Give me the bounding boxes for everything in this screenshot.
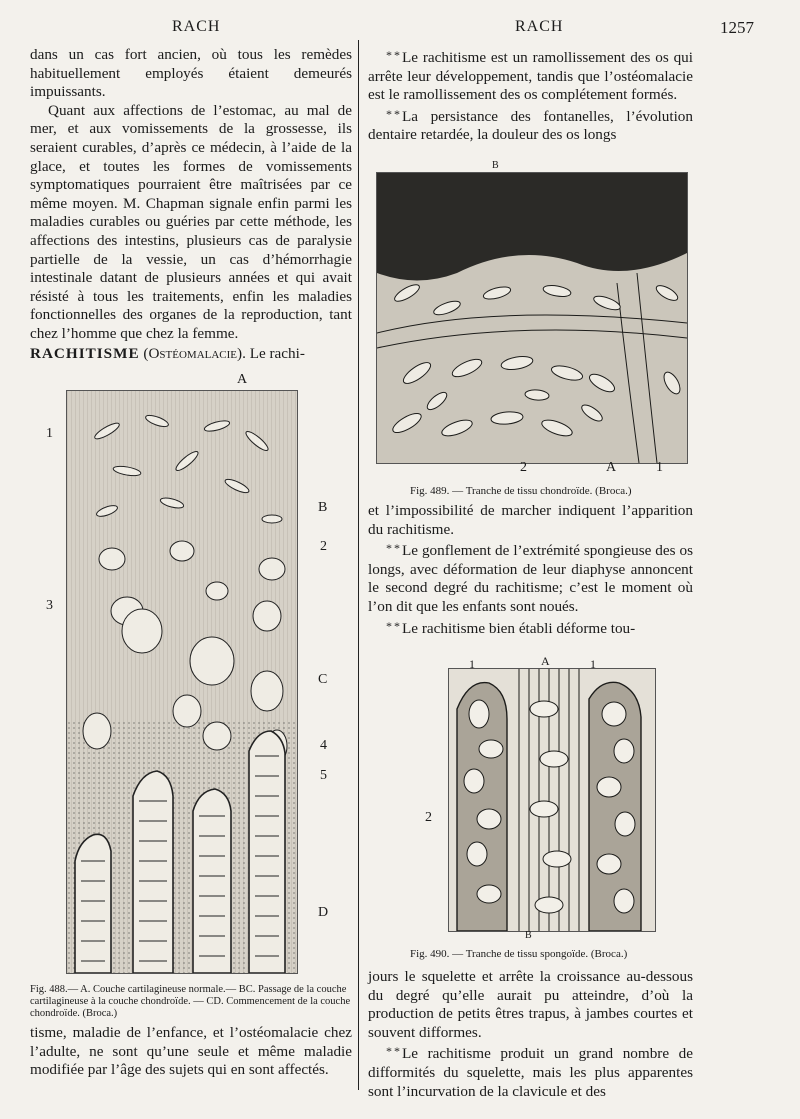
running-head-left: RACH — [172, 18, 221, 35]
figure-488-illustration — [66, 390, 298, 974]
figure-488-label-1: 1 — [46, 426, 53, 441]
figure-490-label-1-right: 1 — [590, 657, 596, 671]
paragraph: * * La persistance des fontanelles, l’évolution dentaire retardée, la douleur des os longs — [368, 106, 693, 144]
figure-490-caption: Fig. 490. — Tranche de tissu spongoïde. (Broca.) — [410, 948, 628, 960]
figure-488-label-b: B — [318, 500, 328, 515]
figure-490-label-b: B — [525, 930, 532, 941]
page-number: 1257 — [720, 18, 754, 37]
figure-490-label-1-left: 1 — [469, 657, 475, 671]
figure-488-caption: Fig. 488.— A. Couche cartilagineuse normale.— BC. Passage de la couche cartilagineuse à la couche chondroïde. — CD. Commencement de la couche chondroïde. (Broca.) — [30, 984, 351, 1019]
paragraph: dans un cas fort ancien, où tous les remèdes habituellement employés étaient demeurés impuissants. — [30, 46, 352, 101]
figure-488-label-2: 2 — [320, 539, 327, 554]
paragraph: jours le squelette et arrête la croissance au-dessous du degré qu’elle aurait pu atteindre, d’où la production de petits êtres trapus, à jambes courtes et souvent difformes. — [368, 968, 693, 1041]
paragraph: et l’impossibilité de marcher indiquent l’apparition du rachitisme. — [368, 502, 693, 538]
spongoid-engraving — [449, 669, 655, 931]
paragraph: Quant aux affections de l’estomac, au mal de mer, et aux vomissements de la grossesse, ils seraient curables, d’après ce médecin, à l’aide de la glace, et toutes les formes de vomissements symptomatiques pourraient être maîtrisées par ce même moyen. M. Chapman signale enfin parmi les maladies curables ou guéries par cette méthode, les affections des intestins, plusieurs cas de paralysie partielle de la vessie, un cas d’hémorrhagie intestinale datant de plusieurs années et qui avait résisté à tous les traitements, enfin les maladies fonctionnelles des organes de la reproduction, tant chez l’homme que chez la femme. — [30, 101, 352, 342]
figure-488-label-a: A — [237, 372, 248, 387]
paragraph: * * Le rachitisme produit un grand nombre de difformités du squelette, mais les plus apparentes sont l’incurvation de la clavicule et des — [368, 1044, 693, 1100]
right-column-text-bottom — [368, 968, 693, 1101]
section-heading: RACHITISME — [30, 344, 140, 362]
figure-488-label-5: 5 — [320, 768, 327, 783]
right-column-text-top — [368, 46, 693, 145]
left-column-text — [30, 46, 352, 363]
paragraph: * * Le gonflement de l’extrémité spongieuse des os longs, avec déformation de leur diaphyse annoncent le second degré du rachitisme; c’est le moment où l’on dit que les enfants sont noués. — [368, 541, 693, 615]
figure-490-label-2: 2 — [425, 810, 432, 825]
paragraph: tisme, maladie de l’enfance, et l’ostéomalacie chez l’adulte, ne sont qu’une seule et même maladie modifiée par l’âge des sujets qui en sont affectés. — [30, 1024, 352, 1079]
paragraph: * * Le rachitisme bien établi déforme tou- — [386, 618, 636, 637]
figure-489-label-b: B — [492, 160, 499, 171]
figure-489-illustration — [376, 172, 688, 464]
figure-489-caption: Fig. 489. — Tranche de tissu chondroïde. (Broca.) — [410, 485, 632, 497]
chondroid-engraving — [377, 173, 687, 463]
figure-489-label-2: 2 — [520, 460, 527, 475]
cartilage-engraving — [67, 391, 297, 973]
figure-490-illustration — [448, 668, 656, 932]
figure-488-label-d: D — [318, 905, 329, 920]
figure-488-label-c: C — [318, 672, 328, 687]
paragraph: * * Le rachitisme est un ramollissement des os qui arrête leur développement, tandis que l’ostéomalacie est le ramollissement des os complétement formés. — [368, 48, 693, 104]
figure-489-label-a: A — [606, 460, 617, 475]
column-rule — [358, 40, 359, 1090]
section-heading-line: RACHITISME (Ostéomalacie). Le rachi- — [30, 344, 305, 362]
right-column-text-middle — [368, 502, 693, 638]
figure-489-label-1: 1 — [656, 460, 663, 475]
figure-488-label-4: 4 — [320, 738, 327, 753]
running-head-right: RACH — [515, 18, 564, 35]
left-column-continuation — [30, 1024, 352, 1080]
figure-490-label-a: A — [541, 654, 550, 668]
figure-488-label-3: 3 — [46, 598, 53, 613]
